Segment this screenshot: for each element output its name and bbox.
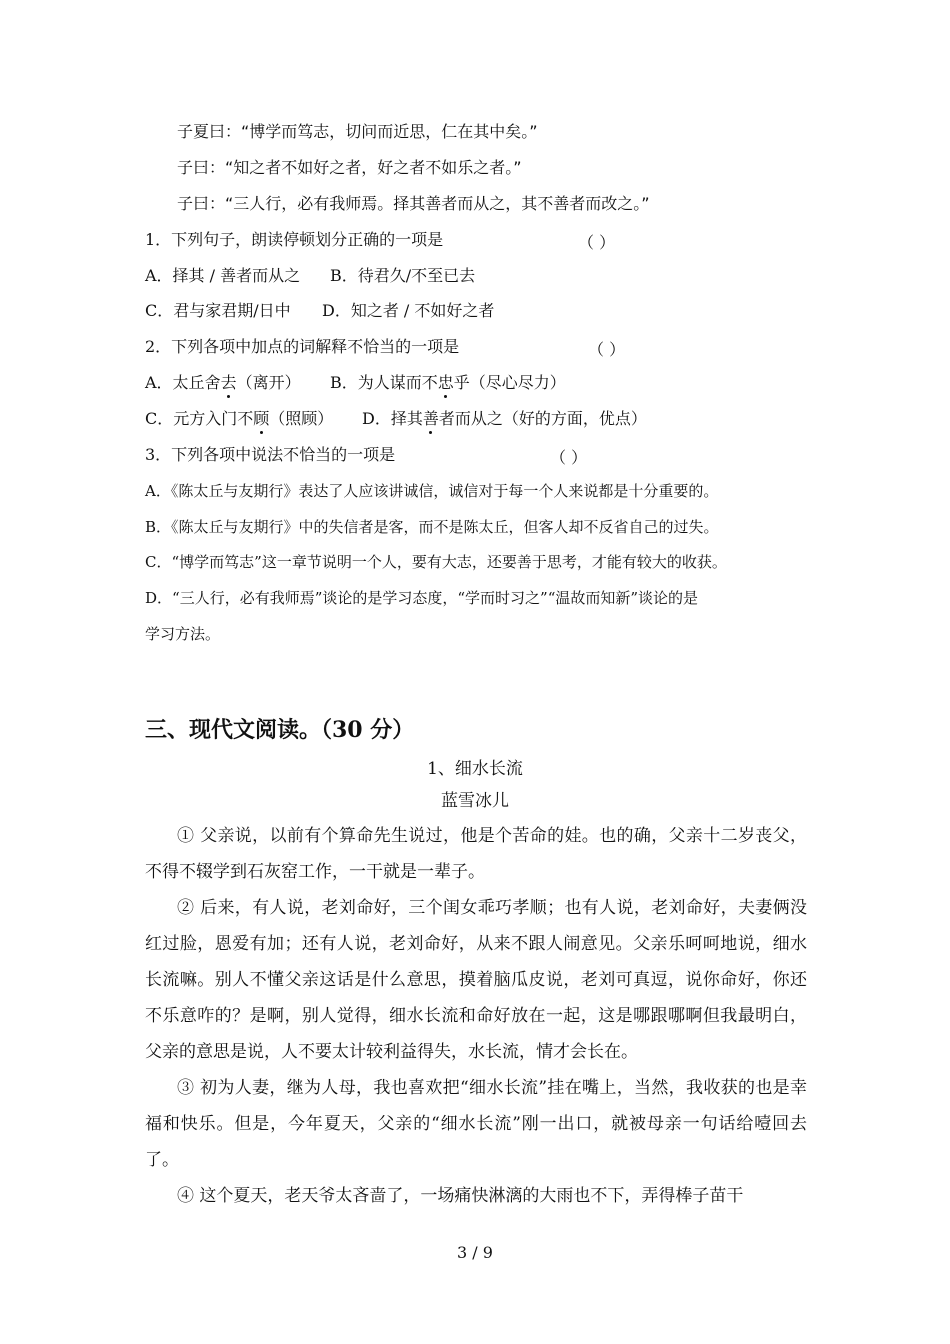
article-author: 蓝雪冰儿 (441, 791, 509, 811)
question-2-option-b: B．为人谋而不忠乎（尽心尽力） (330, 373, 566, 392)
question-3-option-d-continued: 学习方法。 (145, 625, 221, 643)
question-3-option-b: B．《陈太丘与友期行》中的失信者是客，而不是陈太丘，但客人却不反省自己的过失。 (145, 518, 719, 536)
question-1-answer-blank: （ ） (578, 233, 616, 252)
question-1-option-d: D．知之者 / 不如好之者 (322, 301, 495, 320)
question-1-stem: 1．下列句子，朗读停顿划分正确的一项是 (145, 230, 444, 249)
question-2-option-a: A．太丘舍去（离开） (145, 373, 301, 392)
quote-line-1: 子夏曰：“博学而笃志，切问而近思，仁在其中矣。” (177, 122, 538, 141)
question-1-option-b: B．待君久/不至已去 (330, 266, 476, 285)
question-1-option-c: C．君与家君期/日中 (145, 301, 291, 320)
page-number: 3 / 9 (457, 1243, 493, 1262)
quote-line-3: 子曰：“三人行，必有我师焉。择其善者而从之，其不善者而改之。” (177, 194, 650, 213)
section-heading: 三、现代文阅读。（30 分） (145, 717, 415, 743)
question-3-option-d: D．“三人行，必有我师焉”谈论的是学习态度，“学而时习之”“温故而知新”谈论的是 (145, 589, 699, 607)
question-3-option-c: C．“博学而笃志”这一章节说明一个人，要有大志，还要善于思考，才能有较大的收获。 (145, 553, 727, 571)
dotted-word: 善 (422, 409, 439, 428)
article-paragraph-3: ③ 初为人妻，继为人母，我也喜欢把“细水长流”挂在嘴上，当然，我收获的也是幸福和快乐。但是，今年夏天，父亲的“细水长流”刚一出口，就被母亲一句话给噎回去了。 (145, 1078, 807, 1170)
article-paragraph-2: ② 后来，有人说，老刘命好，三个闺女乖巧孝顺；也有人说，老刘命好，夫妻俩没红过脸，恩爱有加；还有人说，老刘命好，从来不跟人闹意见。父亲乐呵呵地说，细水长流嘛。别人不懂父亲这话是什么意思，摸着脑瓜皮说，老刘可真逗，说你命好，你还不乐意咋的？是啊，别人觉得，细水长流和命好放在一起，这是哪跟哪啊但我最明白，父亲的意思是说，人不要太计较利益得失，水长流，情才会长在。 (145, 898, 807, 1062)
question-2-option-d: D．择其善者而从之（好的方面，优点） (362, 409, 647, 428)
article-title: 1、细水长流 (427, 759, 523, 779)
article-paragraph-4: ④ 这个夏天，老天爷太吝啬了，一场痛快淋漓的大雨也不下，弄得棒子苗干 (177, 1186, 744, 1206)
article-paragraph-1: ① 父亲说，以前有个算命先生说过，他是个苦命的娃。也的确，父亲十二岁丧父，不得不辍学到石灰窑工作，一干就是一辈子。 (145, 826, 807, 882)
question-1-option-a: A．择其 / 善者而从之 (145, 266, 301, 285)
quote-line-2: 子曰：“知之者不如好之者，好之者不如乐之者。” (177, 158, 522, 177)
question-3-stem: 3．下列各项中说法不恰当的一项是 (145, 445, 396, 464)
question-2-stem: 2．下列各项中加点的词解释不恰当的一项是 (145, 337, 460, 356)
dotted-word: 忠 (437, 373, 454, 392)
question-2-answer-blank: （ ） (588, 340, 626, 359)
question-3-answer-blank: （ ） (550, 448, 588, 467)
dotted-word: 顾 (253, 409, 270, 428)
question-3-option-a: A．《陈太丘与友期行》表达了人应该讲诚信，诚信对于每一个人来说都是十分重要的。 (145, 482, 719, 500)
dotted-word: 去 (220, 373, 237, 392)
question-2-option-c: C．元方入门不顾（照顾） (145, 409, 334, 428)
